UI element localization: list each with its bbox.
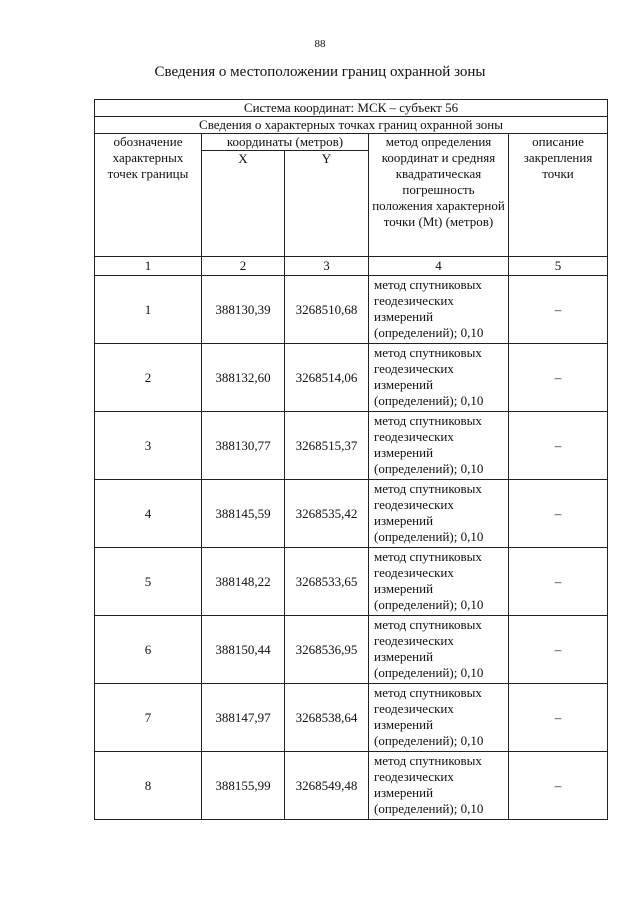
y-coordinate-cell: 3268549,48 xyxy=(285,752,369,820)
table-row xyxy=(95,616,608,684)
description-cell: – xyxy=(509,752,608,820)
x-coordinate-cell: 388145,59 xyxy=(202,480,285,548)
description-cell: – xyxy=(509,548,608,616)
column-number: 2 xyxy=(202,257,285,276)
point-cell: 7 xyxy=(95,684,202,752)
table-row xyxy=(95,480,608,548)
x-coordinate-cell: 388150,44 xyxy=(202,616,285,684)
y-column-header: Y xyxy=(285,151,369,257)
method-cell: метод спутниковых геодезических измерений (определений); 0,10 xyxy=(369,276,509,344)
table-row xyxy=(95,344,608,412)
column-number: 1 xyxy=(95,257,202,276)
point-cell: 2 xyxy=(95,344,202,412)
x-coordinate-cell: 388155,99 xyxy=(202,752,285,820)
description-cell: – xyxy=(509,344,608,412)
x-coordinate-cell: 388130,39 xyxy=(202,276,285,344)
point-cell: 5 xyxy=(95,548,202,616)
method-cell: метод спутниковых геодезических измерений (определений); 0,10 xyxy=(369,752,509,820)
point-cell: 8 xyxy=(95,752,202,820)
table-row xyxy=(95,276,608,344)
point-cell: 1 xyxy=(95,276,202,344)
method-cell: метод спутниковых геодезических измерений (определений); 0,10 xyxy=(369,344,509,412)
description-cell: – xyxy=(509,684,608,752)
table-row xyxy=(95,684,608,752)
page-number: 88 xyxy=(314,38,326,50)
method-cell: метод спутниковых геодезических измерений (определений); 0,10 xyxy=(369,548,509,616)
designation-column-header: обозначение характерных точек границы xyxy=(95,134,202,257)
x-coordinate-cell: 388130,77 xyxy=(202,412,285,480)
column-number-row xyxy=(95,257,608,276)
x-coordinate-cell: 388148,22 xyxy=(202,548,285,616)
table-row xyxy=(95,548,608,616)
y-coordinate-cell: 3268535,42 xyxy=(285,480,369,548)
method-cell: метод спутниковых геодезических измерений (определений); 0,10 xyxy=(369,684,509,752)
y-coordinate-cell: 3268515,37 xyxy=(285,412,369,480)
description-column-header: описание закрепления точки xyxy=(509,134,608,257)
method-column-header: метод определения координат и средняя квадратическая погрешность положения характерной точки (Mt) (метров) xyxy=(369,134,509,257)
description-cell: – xyxy=(509,412,608,480)
y-coordinate-cell: 3268536,95 xyxy=(285,616,369,684)
y-coordinate-cell: 3268514,06 xyxy=(285,344,369,412)
coord-system-header: Система координат: МСК – субъект 56 xyxy=(95,100,608,117)
x-coordinate-cell: 388147,97 xyxy=(202,684,285,752)
section-title-header: Сведения о характерных точках границ охранной зоны xyxy=(95,117,608,134)
x-column-header: X xyxy=(202,151,285,257)
point-cell: 6 xyxy=(95,616,202,684)
y-coordinate-cell: 3268538,64 xyxy=(285,684,369,752)
point-cell: 4 xyxy=(95,480,202,548)
method-cell: метод спутниковых геодезических измерений (определений); 0,10 xyxy=(369,480,509,548)
column-number: 4 xyxy=(369,257,509,276)
table-row xyxy=(95,412,608,480)
x-coordinate-cell: 388132,60 xyxy=(202,344,285,412)
method-cell: метод спутниковых геодезических измерений (определений); 0,10 xyxy=(369,616,509,684)
description-cell: – xyxy=(509,616,608,684)
document-title: Сведения о местоположении границ охранной зоны xyxy=(154,64,486,80)
coordinates-group-header: координаты (метров) xyxy=(202,134,369,151)
column-number: 3 xyxy=(285,257,369,276)
y-coordinate-cell: 3268510,68 xyxy=(285,276,369,344)
y-coordinate-cell: 3268533,65 xyxy=(285,548,369,616)
table-row xyxy=(95,752,608,820)
description-cell: – xyxy=(509,480,608,548)
column-number: 5 xyxy=(509,257,608,276)
coordinates-table xyxy=(94,99,608,820)
method-cell: метод спутниковых геодезических измерений (определений); 0,10 xyxy=(369,412,509,480)
point-cell: 3 xyxy=(95,412,202,480)
description-cell: – xyxy=(509,276,608,344)
